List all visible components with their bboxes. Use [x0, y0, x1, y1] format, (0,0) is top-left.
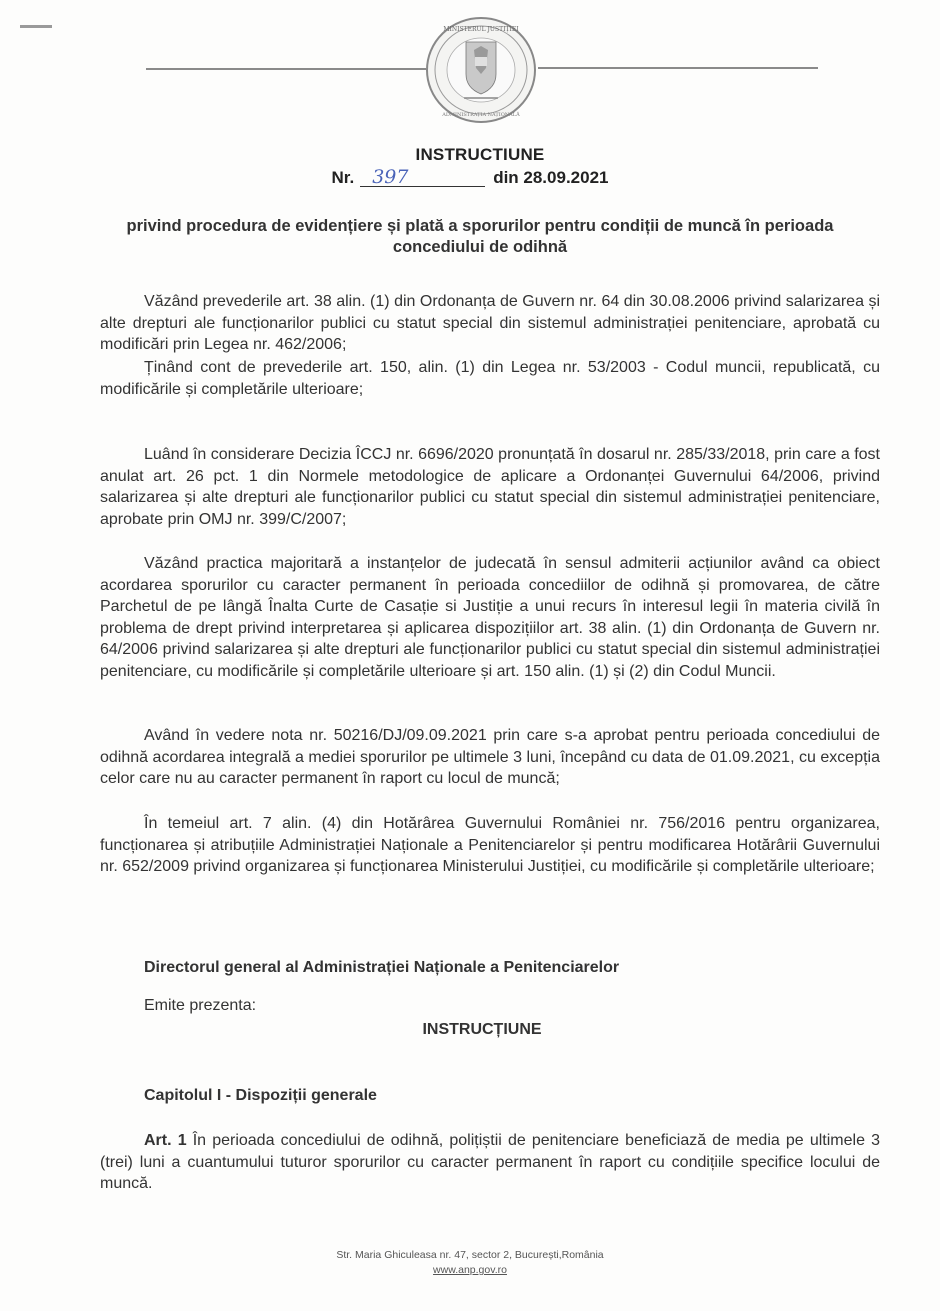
footer-website-link[interactable]: www.anp.gov.ro: [433, 1264, 507, 1276]
document-subject: privind procedura de evidențiere și plată a sporurilor pentru condiții de muncă în perioada concediului de odihnă: [126, 217, 834, 256]
preamble-paragraph: [100, 291, 880, 356]
preamble-paragraph: [100, 553, 880, 682]
preamble-text-1: Văzând prevederile art. 38 alin. (1) din Ordonanța de Guvern nr. 64 din 30.08.2006 privind salarizarea și alte drepturi ale funcționarilor publici cu statut special din sistemul administrației penitenciare, aprobată cu modificări prin Legea nr. 462/2006;: [100, 293, 880, 353]
footer-address: Str. Maria Ghiculeasa nr. 47, sector 2, București,România: [336, 1249, 604, 1261]
preamble-text-3: Luând în considerare Decizia ÎCCJ nr. 6696/2020 pronunțată în dosarul nr. 285/33/2018, prin care a fost anulat art. 26 pct. 1 din Normele metodologice de aplicare a Ordonanței Guvernului 64/2006, privind salarizarea și alte drepturi ale funcționarilor publici cu statut special din sistemul administrației penitenciare, aprobate prin OMJ nr. 399/C/2007;: [100, 446, 880, 528]
svg-text:ADMINISTRAȚIA NAȚIONALĂ: ADMINISTRAȚIA NAȚIONALĂ: [442, 112, 520, 118]
document-title: INSTRUCTIUNE: [415, 145, 545, 164]
preamble-text-6: În temeiul art. 7 alin. (4) din Hotărârea Guvernului României nr. 756/2016 pentru organizarea, funcționarea și atribuțiile Administrației Naționale a Penitenciarelor și pentru modificarea Hotărârii Guvernului nr. 652/2009 privind organizarea și funcționarea Ministerului Justiției, cu modificările și completările ulterioare;: [100, 815, 880, 875]
article-label: Art. 1: [144, 1132, 187, 1149]
svg-text:MINISTERUL JUSTIȚIEI: MINISTERUL JUSTIȚIEI: [443, 26, 519, 33]
preamble-text-5: Având în vedere nota nr. 50216/DJ/09.09.2021 prin care s-a aprobat pentru perioada concediului de odihnă acordarea integrală a mediei sporurilor pe ultimele 3 luni, începând cu data de 01.09.2021, cu excepția celor care nu au caracter permanent în raport cu locul de muncă;: [100, 727, 880, 787]
document-date: din 28.09.2021: [493, 168, 609, 187]
preamble-paragraph: [100, 725, 880, 790]
issuer-instruction-title: INSTRUCȚIUNE: [422, 1021, 542, 1038]
document-number-handwritten: 397: [360, 168, 485, 187]
document-number-line: [0, 168, 940, 188]
header-rule-left: [146, 68, 426, 70]
page-footer: [0, 1248, 940, 1278]
chapter-title: Capitolul I - Dispoziții generale: [144, 1087, 377, 1104]
preamble-paragraph: [100, 444, 880, 530]
article-1-paragraph: [100, 1130, 880, 1195]
number-label: Nr.: [331, 168, 355, 187]
ministry-of-justice-seal-icon: [424, 16, 538, 124]
scan-mark: [20, 25, 52, 28]
preamble-text-2: Ținând cont de prevederile art. 150, alin. (1) din Legea nr. 53/2003 - Codul muncii, republicată, cu modificările și completările ulterioare;: [100, 359, 880, 398]
preamble-text-4: Văzând practica majoritară a instanțelor de judecată în sensul admiterii acțiunilor având ca obiect acordarea sporurilor cu caracter permanent în perioada concediilor de odihnă și promovarea, de către Parchetul de pe lângă Înalta Curte de Casație si Justiție a unui recurs în interesul legii în materia civilă în problema de drept privind interpretarea și aplicarea dispozițiilor art. 38 alin. (1) din Ordonanța de Guvern nr. 64/2006 privind salarizarea și alte drepturi ale funcționarilor publici cu statut special din sistemul administrației penitenciare, cu modificările și completările ulterioare și art. 150 alin. (1) și (2) din Codul Muncii.: [100, 555, 880, 680]
issuer-emits: Emite prezenta:: [144, 997, 257, 1014]
document-title-block: [0, 145, 940, 188]
issuer-director: Directorul general al Administrației Naționale a Penitenciarelor: [144, 959, 620, 976]
preamble-paragraph: [100, 813, 880, 878]
article-1: [100, 1130, 880, 1195]
preamble-paragraph: [100, 357, 880, 400]
article-text: În perioada concediului de odihnă, polițiștii de penitenciare beneficiază de media pe ultimele 3 (trei) luni a cuantumului tuturor sporurilor cu caracter permanent în raport cu condițiile specifice locului de muncă.: [100, 1132, 880, 1192]
header-rule-right: [538, 67, 818, 69]
